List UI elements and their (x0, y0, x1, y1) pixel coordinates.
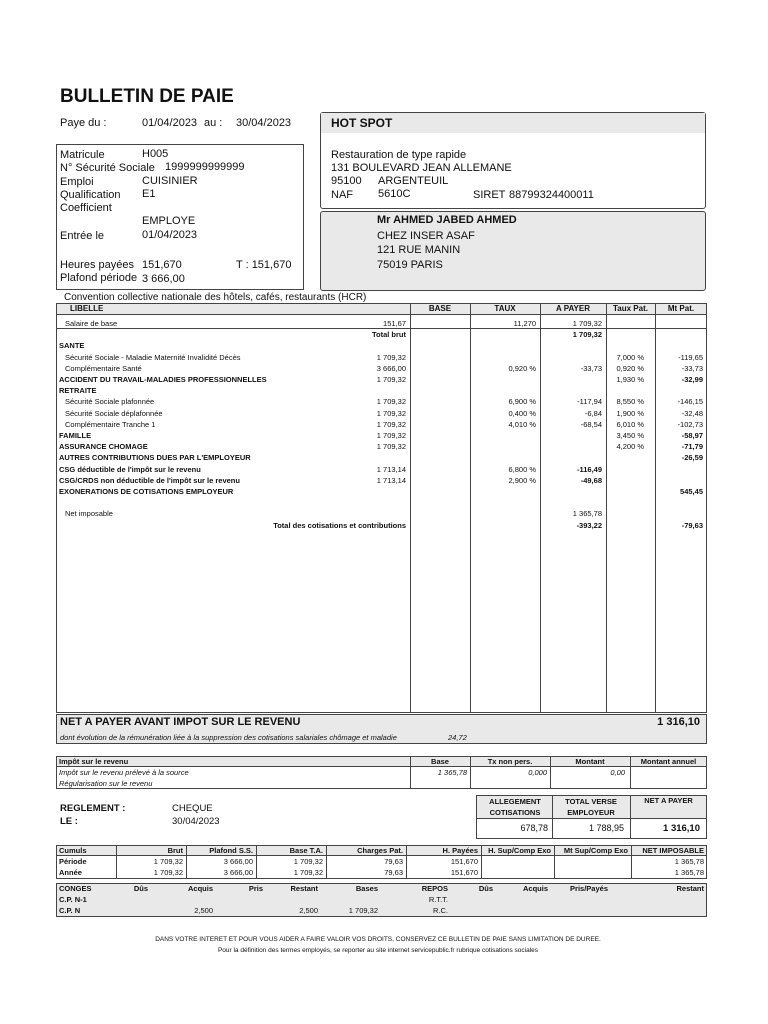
cotisation-base: 151,67 (383, 319, 406, 328)
cumuls-cell: 151,670 (450, 868, 478, 877)
cotisation-row (56, 396, 706, 407)
net-avant-impot-value: 1 316,10 (657, 716, 700, 728)
emploi-label: Emploi (60, 176, 94, 188)
conges-header: Dûs (478, 884, 493, 893)
cumuls-header: H. Payées (442, 846, 478, 855)
cotisation-row (56, 340, 706, 351)
cotisation-label: CSG déductible de l'impôt sur le revenu (59, 464, 201, 474)
conges-header: Restant (676, 884, 704, 893)
conges-cell: 2,500 (194, 906, 213, 915)
impot-row2-label: Régularisation sur le revenu (59, 779, 153, 788)
allegement-value: 678,78 (520, 823, 548, 833)
qualification-label: Qualification (60, 189, 121, 201)
heures-value: 151,670 (142, 259, 182, 271)
impot-header-montant: Montant (575, 757, 605, 766)
employer-city: ARGENTEUIL (378, 175, 449, 187)
qualification-value: E1 (142, 188, 156, 200)
reglement-label: REGLEMENT : (60, 803, 126, 814)
matricule-value: H005 (142, 148, 169, 160)
reglement-le-value: 30/04/2023 (172, 816, 220, 827)
cotisation-base: 1 713,14 (376, 464, 406, 474)
secu-value: 1999999999999 (165, 161, 245, 173)
header-taux-pat: Taux Pat. (613, 304, 648, 313)
cotisation-label: ACCIDENT DU TRAVAIL-MALADIES PROFESSIONNELLES (59, 375, 267, 384)
cotisation-label: Total brut (371, 330, 406, 340)
conges-header: Bases (355, 884, 378, 893)
cotisation-label: Complémentaire Tranche 1 (65, 419, 156, 429)
cotisation-base: 1 709,32 (376, 431, 406, 440)
cotisation-taux-pat: 4,200 % (616, 442, 644, 452)
cotisation-mt-pat: -79,63 (681, 520, 703, 530)
cotisation-label: CSG/CRDS non déductible de l'impôt sur le revenu (59, 475, 240, 485)
cotisation-taux: 6,900 % (508, 397, 536, 407)
cotisation-base: 1 709,32 (376, 397, 406, 407)
conges-cell: 1 709,32 (348, 906, 378, 915)
cumuls-cell: 1 709,32 (293, 868, 323, 877)
employer-activity: Restauration de type rapide (331, 149, 467, 161)
cotisation-row (56, 385, 706, 396)
cotisation-row (56, 329, 706, 340)
cumuls-cell: 1 709,32 (153, 857, 183, 866)
cumuls-cell: 3 666,00 (223, 868, 253, 877)
cotisation-mt-pat: -32,48 (681, 408, 703, 418)
impot-row1-label: Impôt sur le revenu prélevé à la source (59, 768, 189, 777)
entree-label: Entrée le (60, 230, 105, 242)
heures-label: Heures payées (60, 259, 134, 271)
cotisation-row (56, 374, 706, 385)
impot-row1-base: 1 365,78 (437, 768, 467, 777)
emploi-value: CUISINIER (142, 175, 198, 187)
cotisation-taux: 2,900 % (508, 475, 536, 485)
matricule-label: Matricule (60, 149, 105, 161)
cotisation-base: 1 709,32 (376, 352, 406, 362)
cumuls-cell: 79,63 (384, 857, 403, 866)
net-avant-impot-note-value: 24,72 (448, 733, 467, 742)
cotisation-taux-pat: 0,920 % (616, 363, 644, 373)
coefficient-value: EMPLOYE (142, 215, 196, 227)
employer-address: 131 BOULEVARD JEAN ALLEMANE (331, 162, 512, 174)
allegement-label: ALLEGEMENT COTISATIONS (489, 797, 541, 817)
cumuls-cell: Année (59, 868, 82, 877)
conges-grid (56, 883, 707, 917)
cotisation-a-payer: -116,49 (576, 464, 602, 474)
cotisation-base: 3 666,00 (376, 363, 406, 373)
cotisation-base: 1 709,32 (376, 442, 406, 452)
cotisation-row (56, 475, 706, 486)
reglement-value: CHEQUE (172, 803, 213, 814)
cotisation-taux-pat: 3,450 % (616, 431, 644, 440)
cotisation-mt-pat: 545,45 (680, 487, 703, 496)
impot-row1-montant: 0,00 (610, 768, 625, 777)
cumuls-cell: 1 365,78 (674, 857, 704, 866)
net-a-payer-label: NET A PAYER (644, 796, 693, 805)
cotisation-label: FAMILLE (59, 431, 92, 440)
plafond-value: 3 666,00 (142, 273, 185, 285)
cotisation-a-payer: -33,73 (580, 363, 602, 373)
net-avant-impot-label: NET A PAYER AVANT IMPOT SUR LE REVENU (60, 716, 301, 728)
cotisation-row (56, 363, 706, 374)
cotisation-a-payer: 1 709,32 (572, 319, 602, 328)
naf-value: 5610C (378, 188, 411, 200)
secu-label: N° Sécurité Sociale (60, 162, 155, 174)
cumuls-header: Cumuls (59, 846, 87, 855)
conges-cell: C.P. N (59, 906, 81, 915)
cotisation-label: Complémentaire Santé (65, 363, 142, 373)
employer-postcode: 95100 (331, 175, 362, 187)
cotisation-mt-pat: -146,15 (677, 397, 703, 407)
cotisation-row (56, 430, 706, 441)
footer-line1: DANS VOTRE INTERET ET POUR VOUS AIDER A FAIRE VALOIR VOS DROITS, CONSERVEZ CE BULLETIN DE PAIE SANS LIMITATION DE DUREE. (155, 936, 601, 943)
cotisation-mt-pat: -119,65 (678, 352, 703, 362)
cotisation-mt-pat: -26,59 (681, 453, 703, 463)
cotisation-row (56, 452, 706, 463)
total-verse-value: 1 788,95 (588, 823, 624, 833)
conges-header: Acquis (187, 884, 213, 893)
cumuls-header: NET IMPOSABLE (642, 846, 704, 855)
siret-value: 88799324400011 (509, 189, 594, 201)
cotisation-taux-pat: 8,550 % (616, 397, 644, 407)
header-taux: TAUX (494, 304, 516, 313)
page-title: BULLETIN DE PAIE (60, 86, 234, 107)
conges-header: REPOS (421, 884, 448, 893)
period-to-label: au : (204, 117, 223, 129)
cotisation-label: AUTRES CONTRIBUTIONS DUES PAR L'EMPLOYEUR (59, 453, 251, 463)
reglement-le-label: LE : (60, 816, 78, 827)
cumuls-cell: 151,670 (450, 857, 478, 866)
cotisation-label: Salaire de base (65, 319, 118, 328)
conges-cell: 2,500 (299, 906, 318, 915)
cotisation-label: Sécurité Sociale plafonnée (65, 397, 155, 407)
cotisation-label: SANTE (59, 341, 85, 351)
cotisation-row (56, 497, 706, 508)
cotisation-label: Sécurité Sociale déplafonnée (65, 408, 163, 418)
entree-value: 01/04/2023 (142, 229, 198, 241)
employee-name: Mr AHMED JABED AHMED (377, 214, 517, 226)
period-from: 01/04/2023 (142, 117, 198, 129)
cotisation-row (56, 486, 706, 497)
cotisation-base: 1 709,32 (376, 419, 406, 429)
cotisation-row (56, 441, 706, 452)
conges-header: Acquis (522, 884, 548, 893)
cumuls-cell: 79,63 (384, 868, 403, 877)
cumuls-cell: 3 666,00 (223, 857, 253, 866)
cotisation-a-payer: -393,22 (576, 520, 602, 530)
net-avant-impot-note: dont évolution de la rémunération liée à la suppression des cotisations salariales chômage et maladie (60, 733, 397, 742)
cotisation-taux-pat: 6,010 % (616, 419, 644, 429)
conges-header: Restant (290, 884, 318, 893)
cotisation-taux-pat: 1,900 % (616, 408, 644, 418)
cotisation-taux-pat: 7,000 % (616, 352, 644, 362)
period-label: Paye du : (60, 117, 107, 129)
cotisation-a-payer: 1 709,32 (572, 330, 602, 340)
conges-header: Dûs (133, 884, 148, 893)
period-to: 30/04/2023 (236, 117, 292, 129)
employer-name: HOT SPOT (331, 116, 393, 130)
cotisation-mt-pat: -102,73 (677, 419, 703, 429)
cotisation-a-payer: -6,84 (584, 408, 602, 418)
cotisation-row (56, 408, 706, 419)
impot-header-base: Base (431, 757, 449, 766)
cotisation-label: Sécurité Sociale - Maladie Maternité Invalidité Décès (65, 352, 241, 362)
cotisations-rows (56, 318, 707, 538)
footer-line2: Pour la définition des termes employés, se reporter au site internet servicepublic.fr rubrique cotisations sociales (217, 947, 539, 954)
cotisation-base: 1 713,14 (376, 475, 406, 485)
impot-header-annuel: Montant annuel (640, 757, 697, 766)
total-verse-label: TOTAL VERSE EMPLOYEUR (565, 797, 617, 817)
cotisation-row (56, 464, 706, 475)
impot-header-taux: Tx non pers. (487, 757, 533, 766)
cumuls-header: Plafond S.S. (209, 846, 253, 855)
cotisation-taux: 0,920 % (508, 363, 536, 373)
conges-header: CONGES (59, 884, 92, 893)
cotisation-label: Total des cotisations et contributions (273, 520, 406, 530)
cotisation-row (56, 419, 706, 430)
cotisation-label: ASSURANCE CHOMAGE (59, 442, 148, 452)
cumuls-header: H. Sup/Comp Exo (488, 846, 551, 855)
cotisation-taux: 0,400 % (508, 408, 536, 418)
header-libelle: LIBELLE (70, 304, 104, 313)
cotisation-row (56, 508, 706, 519)
header-base: BASE (428, 304, 452, 313)
cotisation-a-payer: 1 365,78 (572, 509, 602, 519)
plafond-label: Plafond période (60, 272, 138, 284)
employee-address-line3: 75019 PARIS (377, 259, 443, 271)
cotisation-a-payer: -117,94 (577, 397, 602, 407)
header-a-payer: A PAYER (556, 304, 590, 313)
cotisation-label: Net imposable (65, 509, 113, 519)
cotisation-row (56, 520, 706, 531)
cotisation-a-payer: -68,54 (580, 419, 602, 429)
employee-address-line1: CHEZ INSER ASAF (377, 230, 475, 242)
cumuls-header: Brut (167, 846, 183, 855)
employee-address-line2: 121 RUE MANIN (377, 244, 461, 256)
convention-text: Convention collective nationale des hôtels, cafés, restaurants (HCR) (64, 292, 367, 303)
coefficient-label: Coefficient (60, 202, 112, 214)
conges-header: Pris (248, 884, 263, 893)
conges-header: Pris/Payés (570, 884, 608, 893)
naf-label: NAF (331, 189, 353, 201)
impot-row1-taux: 0,000 (528, 768, 547, 777)
cotisation-mt-pat: -33,73 (681, 363, 703, 373)
siret-label: SIRET (473, 189, 506, 201)
cumuls-cell: Période (59, 857, 87, 866)
cotisation-mt-pat: -32,99 (681, 375, 703, 384)
cotisation-taux: 11,270 (513, 319, 536, 328)
cotisation-taux: 6,800 % (508, 464, 536, 474)
impot-header-label: Impôt sur le revenu (59, 757, 129, 766)
heures-total: T : 151,670 (236, 259, 292, 271)
cotisation-taux-pat: 1,930 % (616, 375, 644, 384)
cotisation-mt-pat: -58,97 (681, 431, 703, 440)
cumuls-header: Mt Sup/Comp Exo (563, 846, 628, 855)
conges-cell: R.T.T. (428, 895, 448, 904)
cumuls-cell: 1 709,32 (293, 857, 323, 866)
cumuls-grid (56, 845, 707, 879)
cotisation-a-payer: -49,68 (580, 475, 602, 485)
cotisation-base: 1 709,32 (376, 408, 406, 418)
cotisation-taux: 4,010 % (508, 419, 536, 429)
cotisation-row (56, 352, 706, 363)
cumuls-header: Base T.A. (289, 846, 323, 855)
cotisation-label: EXONERATIONS DE COTISATIONS EMPLOYEUR (59, 487, 234, 496)
cumuls-header: Charges Pat. (357, 846, 403, 855)
cotisation-label: RETRAITE (59, 386, 97, 396)
conges-cell: R.C. (433, 906, 448, 915)
cotisation-mt-pat: -71,79 (681, 442, 703, 452)
conges-cell: C.P. N-1 (59, 895, 87, 904)
net-a-payer-value: 1 316,10 (663, 823, 700, 834)
cumuls-cell: 1 709,32 (153, 868, 183, 877)
cotisation-base: 1 709,32 (376, 375, 406, 384)
header-mt-pat: Mt Pat. (667, 304, 695, 313)
cumuls-cell: 1 365,78 (674, 868, 704, 877)
